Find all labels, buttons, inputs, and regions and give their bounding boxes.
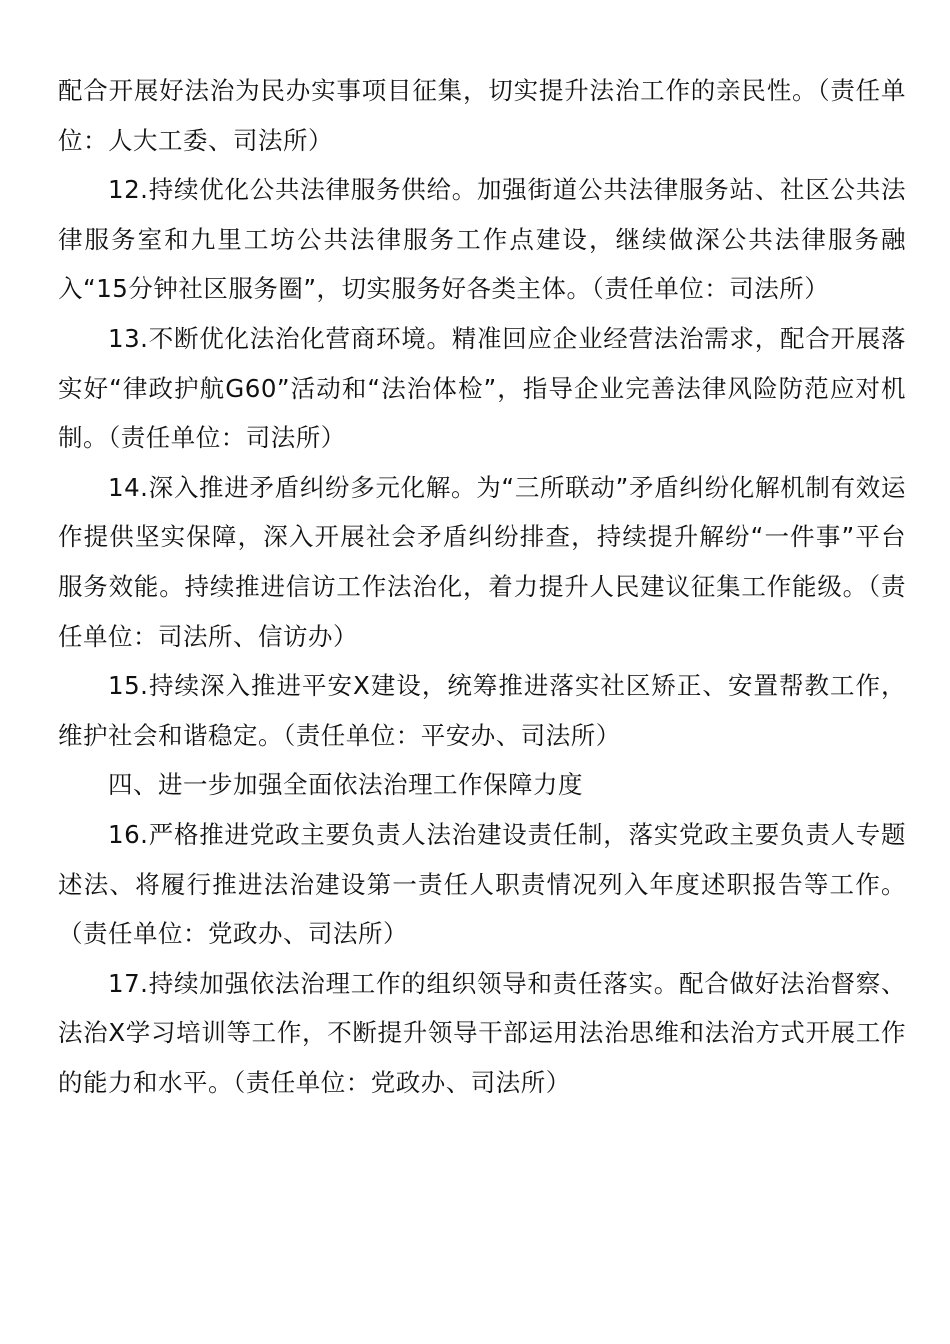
paragraph-item-16: 16.严格推进党政主要负责人法治建设责任制，落实党政主要负责人专题述法、将履行推进法治建设第一责任人职责情况列入年度述职报告等工作。（责任单位：党政办、司法所） xyxy=(58,819,906,949)
paragraph-item-14: 14.深入推进矛盾纠纷多元化解。为“三所联动”矛盾纠纷化解机制有效运作提供坚实保障，深入开展社会矛盾纠纷排查，持续提升解纷“一件事”平台服务效能。持续推进信访工作法治化，着力提升人民建议征集工作能级。（责任单位：司法所、信访办） xyxy=(58,472,906,651)
paragraph-item-12: 12.持续优化公共法律服务供给。加强街道公共法律服务站、社区公共法律服务室和九里工坊公共法律服务工作点建设，继续做深公共法律服务融入“15分钟社区服务圈”，切实服务好各类主体。（责任单位：司法所） xyxy=(58,175,906,304)
paragraph-item-15: 15.持续深入推进平安X建设，统筹推进落实社区矫正、安置帮教工作，维护社会和谐稳定。（责任单位：平安办、司法所） xyxy=(58,671,906,750)
paragraph-item-13: 13.不断优化法治化营商环境。精准回应企业经营法治需求，配合开展落实好“律政护航G60”活动和“法治体检”，指导企业完善法律风险防范应对机制。（责任单位：司法所） xyxy=(58,323,906,453)
section-heading-4: 四、进一步加强全面依法治理工作保障力度 xyxy=(108,770,583,800)
paragraph-continuation: 配合开展好法治为民办实事项目征集，切实提升法治工作的亲民性。（责任单位：人大工委、司法所） xyxy=(58,76,906,155)
document-page xyxy=(58,66,906,1107)
paragraph-item-17: 17.持续加强依法治理工作的组织领导和责任落实。配合做好法治督察、法治X学习培训等工作，不断提升领导干部运用法治思维和法治方式开展工作的能力和水平。（责任单位：党政办、司法所） xyxy=(58,968,906,1097)
